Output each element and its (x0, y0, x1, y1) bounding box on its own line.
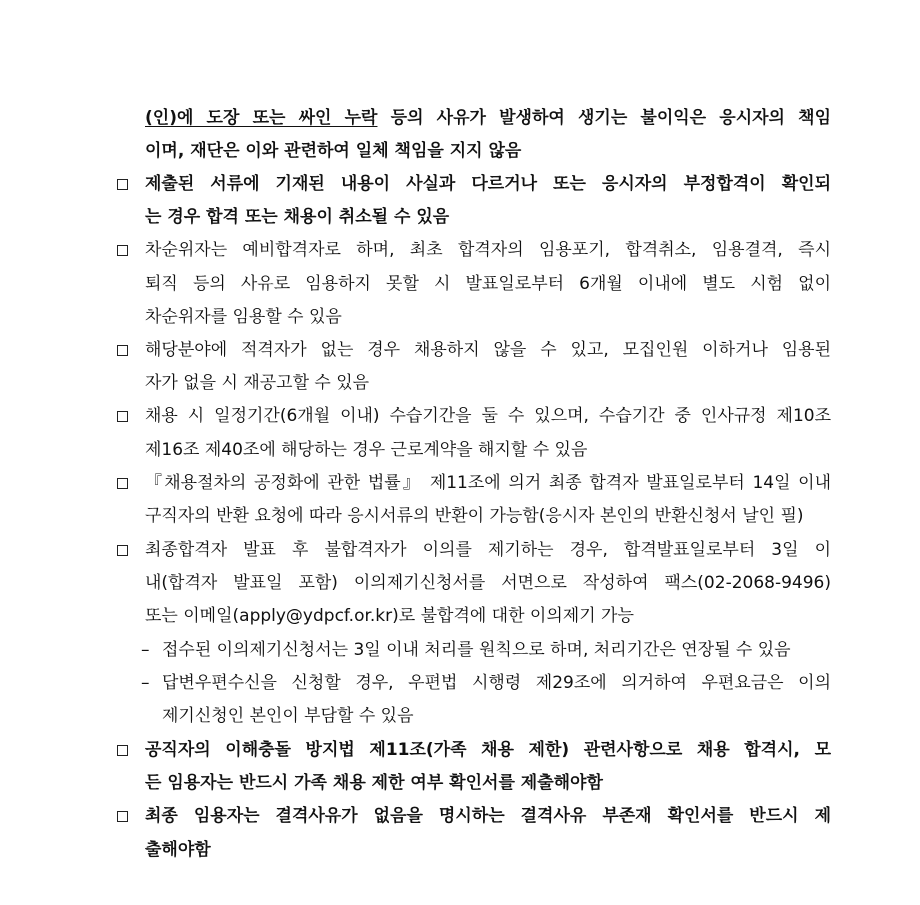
item-objection-line-3: 또는 이메일(apply@ydpcf.or.kr)로 불합격에 대한 이의제기 가능 (145, 606, 634, 626)
checkbox-bullet-icon (117, 545, 128, 556)
item-readvertise-line-2: 자가 없을 시 재공고할 수 있음 (145, 373, 370, 393)
item-objection-line-2: 내(합격자 발표일 포함) 이의제기신청서를 서면으로 작성하여 팩스(02-2068-9496) (145, 573, 831, 593)
checkbox-bullet-icon (117, 345, 128, 356)
dash-bullet-icon: – (141, 640, 150, 660)
item-probation-line-2: 제16조 제40조에 해당하는 경우 근로계약을 해지할 수 있음 (145, 440, 588, 460)
checkbox-bullet-icon (117, 745, 128, 756)
item-reserve-line-3: 차순위자를 임용할 수 있음 (145, 307, 342, 327)
item-reserve-line-1: 차순위자는 예비합격자로 하며, 최초 합격자의 임용포기, 합격취소, 임용결격, 즉시 (145, 240, 831, 260)
dash-bullet-icon: – (141, 673, 150, 693)
checkbox-bullet-icon (117, 811, 128, 822)
item-false-documents-line-1: 제출된 서류에 기재된 내용이 사실과 다르거나 또는 응시자의 부정합격이 확인되 (145, 174, 831, 194)
subitem-processing-line-1: 접수된 이의제기신청서는 3일 이내 처리를 원칙으로 하며, 처리기간은 연장될 수 있음 (162, 640, 791, 660)
item-disqualification-line-2: 출해야함 (145, 840, 211, 860)
checkbox-bullet-icon (117, 478, 128, 489)
item-return-docs-line-2: 구직자의 반환 요청에 따라 응시서류의 반환이 가능함(응시자 본인의 반환신청서 날인 필) (145, 506, 804, 526)
item-probation-line-1: 채용 시 일정기간(6개월 이내) 수습기간을 둘 수 있으며, 수습기간 중 인사규정 제10조 (145, 406, 831, 426)
item-conflict-line-2: 든 임용자는 반드시 가족 채용 제한 여부 확인서를 제출해야함 (145, 773, 603, 793)
item-return-docs-line-1: 『채용절차의 공정화에 관한 법률』 제11조에 의거 최종 합격자 발표일로부터 14일 이내 (145, 473, 831, 493)
item-reserve-line-2: 퇴직 등의 사유로 임용하지 못할 시 발표일로부터 6개월 이내에 별도 시험 없이 (145, 274, 831, 294)
checkbox-bullet-icon (117, 179, 128, 190)
checkbox-bullet-icon (117, 411, 128, 422)
subitem-postal-line-1: 답변우편수신을 신청할 경우, 우편법 시행령 제29조에 의거하여 우편요금은 이의 (162, 673, 831, 693)
item-disqualification-line-1: 최종 임용자는 결격사유가 없음을 명시하는 결격사유 부존재 확인서를 반드시 제 (145, 806, 831, 826)
item-readvertise-line-1: 해당분야에 적격자가 없는 경우 채용하지 않을 수 있고, 모집인원 이하거나 임용된 (145, 340, 831, 360)
notice-continuation-line-1: (인)에 도장 또는 싸인 누락 등의 사유가 발생하여 생기는 불이익은 응시자의 책임 (145, 108, 831, 128)
item-false-documents-line-2: 는 경우 합격 또는 채용이 취소될 수 있음 (145, 207, 450, 227)
checkbox-bullet-icon (117, 245, 128, 256)
item-conflict-line-1: 공직자의 이해충돌 방지법 제11조(가족 채용 제한) 관련사항으로 채용 합격시, 모 (145, 740, 831, 760)
notice-continuation-line-2: 이며, 재단은 이와 관련하여 일체 책임을 지지 않음 (145, 141, 522, 161)
item-objection-line-1: 최종합격자 발표 후 불합격자가 이의를 제기하는 경우, 합격발표일로부터 3일 이 (145, 540, 831, 560)
underlined-phrase: (인)에 도장 또는 싸인 누락 (145, 108, 378, 128)
subitem-postal-line-2: 제기신청인 본인이 부담할 수 있음 (162, 706, 414, 726)
